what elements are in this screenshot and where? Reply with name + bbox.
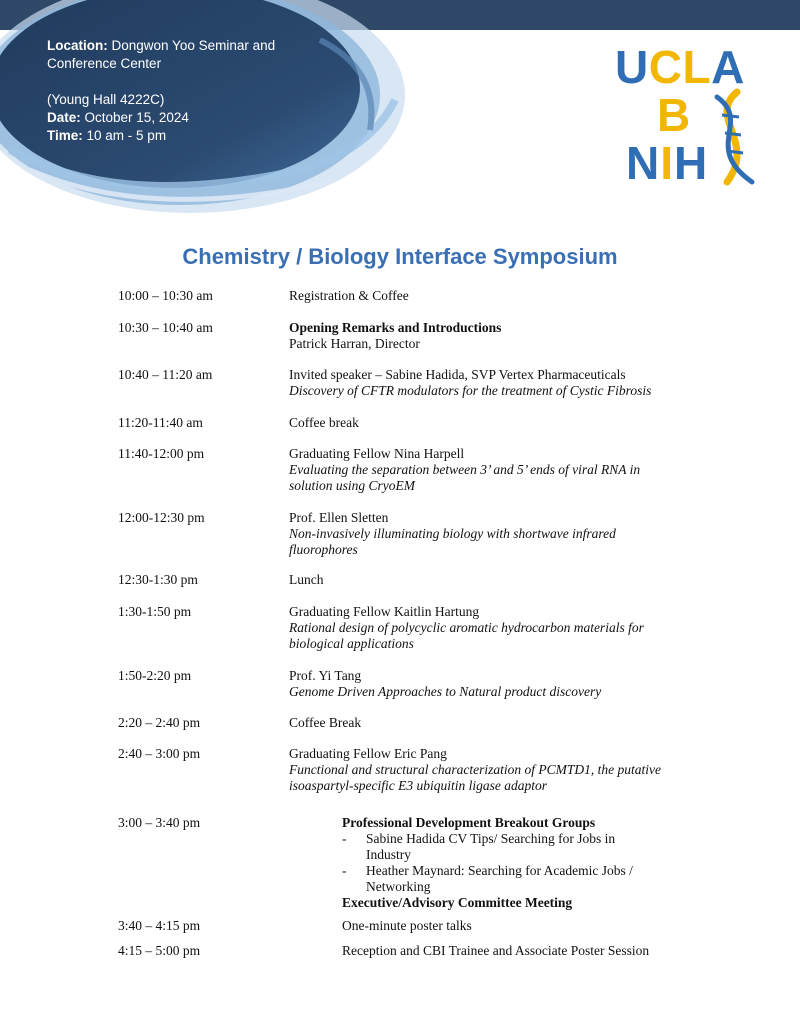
talk-title: Rational design of polycyclic aromatic hydrocarbon materials for biological applications [289, 620, 644, 651]
schedule-description [342, 943, 662, 959]
session-speaker: Prof. Yi Tang [289, 668, 362, 683]
session-speaker: Registration & Coffee [289, 288, 409, 303]
session-speaker: One-minute poster talks [342, 918, 472, 933]
schedule-time: 3:00 – 3:40 pm [118, 815, 201, 830]
schedule-time: 2:20 – 2:40 pm [118, 715, 201, 730]
location-value: Dongwon Yoo Seminar and Conference Center [47, 38, 276, 71]
schedule-time: 12:00-12:30 pm [118, 510, 205, 525]
schedule-time: 3:40 – 4:15 pm [118, 918, 201, 933]
schedule-description [289, 746, 679, 794]
schedule-description [289, 572, 679, 588]
location-label: Location: [47, 38, 108, 53]
schedule-description [289, 510, 679, 558]
schedule-description [289, 715, 679, 731]
session-speaker: Coffee Break [289, 715, 362, 730]
date-value: October 15, 2024 [84, 110, 189, 125]
breakout-list [342, 831, 662, 895]
schedule-time: 11:20-11:40 am [118, 415, 203, 430]
schedule-time: 4:15 – 5:00 pm [118, 943, 201, 958]
event-info [47, 37, 327, 145]
schedule-time: 12:30-1:30 pm [118, 572, 198, 587]
time-label: Time: [47, 128, 83, 143]
schedule-time: 10:30 – 10:40 am [118, 320, 213, 335]
session-heading: Executive/Advisory Committee Meeting [342, 895, 573, 910]
session-speaker: Patrick Harran, Director [289, 336, 420, 351]
schedule-description [289, 446, 679, 494]
session-speaker: Lunch [289, 572, 324, 587]
schedule-time: 10:40 – 11:20 am [118, 367, 213, 382]
schedule-description [289, 288, 679, 304]
session-heading: Opening Remarks and Introductions [289, 320, 502, 335]
talk-title: Non-invasively illuminating biology with shortwave infrared fluorophores [289, 526, 616, 557]
schedule-time: 1:50-2:20 pm [118, 668, 192, 683]
session-speaker: Graduating Fellow Eric Pang [289, 746, 447, 761]
session-speaker: Prof. Ellen Sletten [289, 510, 389, 525]
schedule-time: 2:40 – 3:00 pm [118, 746, 201, 761]
breakout-item: - Heather Maynard: Searching for Academic Jobs / Networking [342, 863, 633, 894]
schedule-description [289, 415, 679, 431]
talk-title: Discovery of CFTR modulators for the treatment of Cystic Fibrosis [289, 383, 652, 398]
time-value: 10 am - 5 pm [86, 128, 167, 143]
breakout-item: - Sabine Hadida CV Tips/ Searching for Jobs in Industry [342, 831, 616, 862]
schedule-time: 10:00 – 10:30 am [118, 288, 213, 303]
date-label: Date: [47, 110, 81, 125]
session-speaker: Coffee break [289, 415, 359, 430]
schedule-description [289, 604, 679, 652]
schedule-description [342, 815, 662, 911]
talk-title: Functional and structural characterization of PCMTD1, the putative isoaspartyl-specific E3 ubiquitin ligase adaptor [289, 762, 661, 793]
session-speaker: Invited speaker – Sabine Hadida, SVP Vertex Pharmaceuticals [289, 367, 626, 382]
schedule-time: 1:30-1:50 pm [118, 604, 192, 619]
room-text: (Young Hall 4222C) [47, 92, 165, 107]
page-title: Chemistry / Biology Interface Symposium [182, 244, 618, 269]
talk-title: Genome Driven Approaches to Natural product discovery [289, 684, 602, 699]
session-speaker: Reception and CBI Trainee and Associate Poster Session [342, 943, 650, 958]
schedule-description [289, 668, 679, 700]
session-speaker: Graduating Fellow Nina Harpell [289, 446, 465, 461]
dna-helix-icon [697, 87, 769, 187]
ucla-b-nih-logo: UCLA B NIH [612, 42, 772, 192]
session-speaker: Graduating Fellow Kaitlin Hartung [289, 604, 480, 619]
schedule-description [342, 918, 662, 934]
schedule-description [289, 367, 679, 399]
session-heading: Professional Development Breakout Groups [342, 815, 596, 830]
schedule-description [289, 320, 679, 352]
schedule-time: 11:40-12:00 pm [118, 446, 205, 461]
talk-title: Evaluating the separation between 3’ and 5’ ends of viral RNA in solution using CryoEM [289, 462, 641, 493]
